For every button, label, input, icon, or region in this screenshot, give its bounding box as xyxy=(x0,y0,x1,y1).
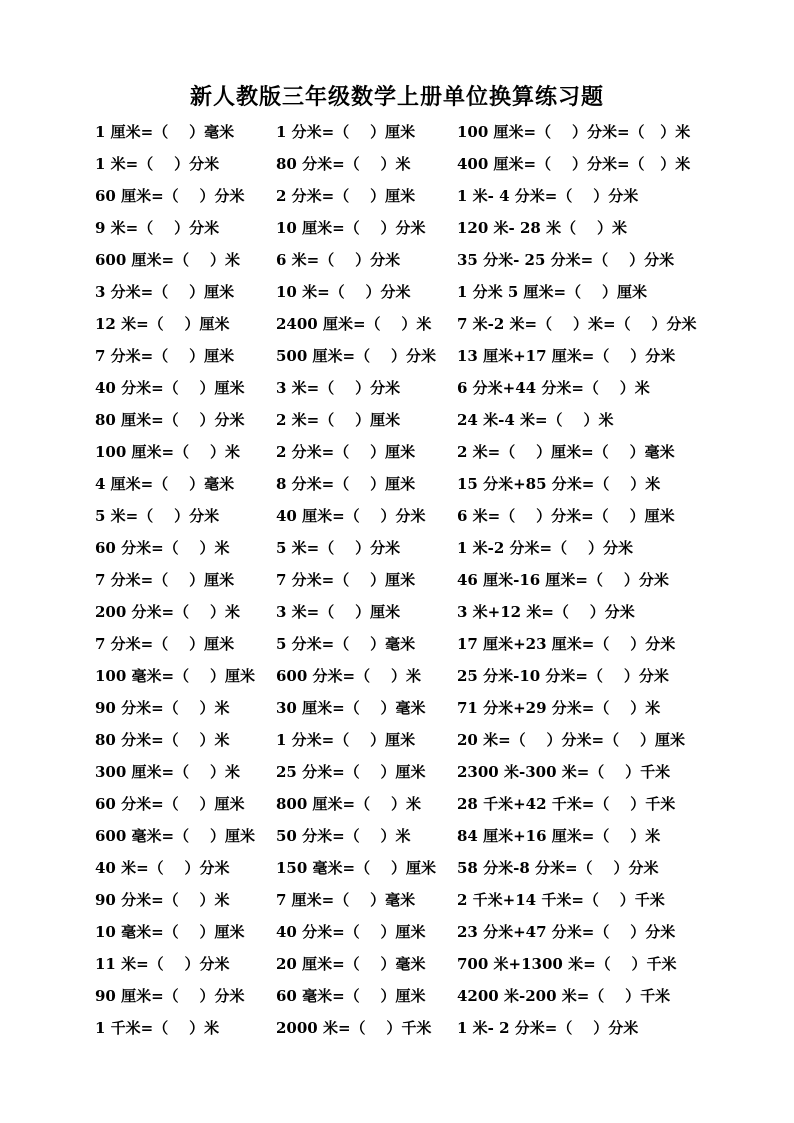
exercise-item: 2400 厘米=（ ）米 xyxy=(276,315,432,333)
exercise-item: 40 分米=（ ）厘米 xyxy=(95,379,245,397)
exercise-row xyxy=(0,820,794,852)
exercise-item: 30 厘米=（ ）毫米 xyxy=(276,699,426,717)
exercise-item: 1 米-2 分米=（ ）分米 xyxy=(457,539,634,557)
exercise-row xyxy=(0,308,794,340)
exercise-item: 84 厘米+16 厘米=（ ）米 xyxy=(457,827,661,845)
exercise-row xyxy=(0,212,794,244)
exercise-item: 1 分米=（ ）厘米 xyxy=(276,731,416,749)
exercise-item: 13 厘米+17 厘米=（ ）分米 xyxy=(457,347,676,365)
exercise-item: 90 分米=（ ）米 xyxy=(95,891,230,909)
exercise-item: 400 厘米=（ ）分米=（ ）米 xyxy=(457,155,691,173)
exercise-item: 40 米=（ ）分米 xyxy=(95,859,230,877)
exercise-item: 58 分米-8 分米=（ ）分米 xyxy=(457,859,659,877)
exercise-row xyxy=(0,660,794,692)
exercise-item: 10 米=（ ）分米 xyxy=(276,283,411,301)
exercise-item: 90 分米=（ ）米 xyxy=(95,699,230,717)
exercise-item: 4 厘米=（ ）毫米 xyxy=(95,475,235,493)
exercise-item: 150 毫米=（ ）厘米 xyxy=(276,859,436,877)
exercise-item: 35 分米- 25 分米=（ ）分米 xyxy=(457,251,675,269)
exercise-item: 50 分米=（ ）米 xyxy=(276,827,411,845)
exercise-item: 12 米=（ ）厘米 xyxy=(95,315,230,333)
exercise-item: 2 分米=（ ）厘米 xyxy=(276,187,416,205)
exercise-item: 60 厘米=（ ）分米 xyxy=(95,187,245,205)
exercise-item: 2300 米-300 米=（ ）千米 xyxy=(457,763,671,781)
exercise-row xyxy=(0,116,794,148)
exercise-item: 1 分米=（ ）厘米 xyxy=(276,123,416,141)
exercise-item: 5 米=（ ）分米 xyxy=(95,507,220,525)
exercise-row xyxy=(0,532,794,564)
exercise-row xyxy=(0,276,794,308)
exercise-row xyxy=(0,596,794,628)
exercise-item: 60 分米=（ ）厘米 xyxy=(95,795,245,813)
exercise-item: 1 米- 4 分米=（ ）分米 xyxy=(457,187,639,205)
exercise-item: 1 厘米=（ ）毫米 xyxy=(95,123,235,141)
exercise-item: 7 米-2 米=（ ）米=（ ）分米 xyxy=(457,315,697,333)
exercise-item: 71 分米+29 分米=（ ）米 xyxy=(457,699,661,717)
page-title: 新人教版三年级数学上册单位换算练习题 xyxy=(189,84,604,110)
exercise-item: 20 米=（ ）分米=（ ）厘米 xyxy=(457,731,686,749)
exercise-item: 4200 米-200 米=（ ）千米 xyxy=(457,987,671,1005)
exercise-item: 1 米=（ ）分米 xyxy=(95,155,220,173)
exercise-row xyxy=(0,564,794,596)
exercise-row xyxy=(0,916,794,948)
exercise-item: 5 分米=（ ）毫米 xyxy=(276,635,416,653)
exercise-item: 800 厘米=（ ）米 xyxy=(276,795,421,813)
exercise-item: 2 分米=（ ）厘米 xyxy=(276,443,416,461)
exercise-item: 28 千米+42 千米=（ ）千米 xyxy=(457,795,676,813)
exercise-item: 2 米=（ ）厘米=（ ）毫米 xyxy=(457,443,675,461)
exercise-item: 10 厘米=（ ）分米 xyxy=(276,219,426,237)
exercise-row xyxy=(0,500,794,532)
exercise-item: 80 厘米=（ ）分米 xyxy=(95,411,245,429)
exercise-item: 3 分米=（ ）厘米 xyxy=(95,283,235,301)
exercise-row xyxy=(0,852,794,884)
exercise-row xyxy=(0,148,794,180)
exercise-row xyxy=(0,468,794,500)
exercise-item: 5 米=（ ）分米 xyxy=(276,539,401,557)
exercise-item: 600 厘米=（ ）米 xyxy=(95,251,240,269)
exercise-grid xyxy=(0,116,794,1044)
exercise-item: 2 千米+14 千米=（ ）千米 xyxy=(457,891,665,909)
exercise-item: 100 厘米=（ ）米 xyxy=(95,443,240,461)
exercise-item: 1 分米 5 厘米=（ ）厘米 xyxy=(457,283,647,301)
exercise-row xyxy=(0,724,794,756)
exercise-item: 100 毫米=（ ）厘米 xyxy=(95,667,255,685)
exercise-item: 600 毫米=（ ）厘米 xyxy=(95,827,255,845)
exercise-row xyxy=(0,244,794,276)
exercise-item: 7 厘米=（ ）毫米 xyxy=(276,891,416,909)
exercise-row xyxy=(0,788,794,820)
exercise-item: 90 厘米=（ ）分米 xyxy=(95,987,245,1005)
exercise-item: 1 米- 2 分米=（ ）分米 xyxy=(457,1019,639,1037)
exercise-item: 46 厘米-16 厘米=（ ）分米 xyxy=(457,571,669,589)
exercise-item: 3 米+12 米=（ ）分米 xyxy=(457,603,635,621)
exercise-row xyxy=(0,340,794,372)
exercise-row xyxy=(0,404,794,436)
exercise-item: 80 分米=（ ）米 xyxy=(95,731,230,749)
exercise-row xyxy=(0,884,794,916)
exercise-item: 60 分米=（ ）米 xyxy=(95,539,230,557)
exercise-item: 10 毫米=（ ）厘米 xyxy=(95,923,245,941)
exercise-row xyxy=(0,948,794,980)
exercise-item: 6 分米+44 分米=（ ）米 xyxy=(457,379,650,397)
exercise-item: 120 米- 28 米（ ）米 xyxy=(457,219,627,237)
exercise-item: 23 分米+47 分米=（ ）分米 xyxy=(457,923,676,941)
exercise-item: 25 分米=（ ）厘米 xyxy=(276,763,426,781)
exercise-item: 1 千米=（ ）米 xyxy=(95,1019,220,1037)
exercise-item: 300 厘米=（ ）米 xyxy=(95,763,240,781)
exercise-row xyxy=(0,436,794,468)
exercise-item: 40 分米=（ ）厘米 xyxy=(276,923,426,941)
exercise-item: 60 毫米=（ ）厘米 xyxy=(276,987,426,1005)
exercise-row xyxy=(0,372,794,404)
exercise-item: 200 分米=（ ）米 xyxy=(95,603,240,621)
exercise-item: 80 分米=（ ）米 xyxy=(276,155,411,173)
exercise-row xyxy=(0,756,794,788)
exercise-item: 11 米=（ ）分米 xyxy=(95,955,230,973)
exercise-row xyxy=(0,628,794,660)
exercise-item: 6 米=（ ）分米=（ ）厘米 xyxy=(457,507,675,525)
exercise-item: 15 分米+85 分米=（ ）米 xyxy=(457,475,661,493)
exercise-item: 7 分米=（ ）厘米 xyxy=(95,571,235,589)
exercise-item: 25 分米-10 分米=（ ）分米 xyxy=(457,667,669,685)
exercise-item: 6 米=（ ）分米 xyxy=(276,251,401,269)
exercise-item: 700 米+1300 米=（ ）千米 xyxy=(457,955,677,973)
exercise-item: 9 米=（ ）分米 xyxy=(95,219,220,237)
exercise-row xyxy=(0,1012,794,1044)
exercise-item: 3 米=（ ）厘米 xyxy=(276,603,401,621)
exercise-item: 3 米=（ ）分米 xyxy=(276,379,401,397)
exercise-row xyxy=(0,980,794,1012)
exercise-item: 600 分米=（ ）米 xyxy=(276,667,421,685)
exercise-row xyxy=(0,692,794,724)
exercise-item: 7 分米=（ ）厘米 xyxy=(95,347,235,365)
exercise-item: 7 分米=（ ）厘米 xyxy=(95,635,235,653)
exercise-item: 40 厘米=（ ）分米 xyxy=(276,507,426,525)
exercise-item: 20 厘米=（ ）毫米 xyxy=(276,955,426,973)
exercise-item: 17 厘米+23 厘米=（ ）分米 xyxy=(457,635,676,653)
exercise-item: 2000 米=（ ）千米 xyxy=(276,1019,432,1037)
exercise-item: 8 分米=（ ）厘米 xyxy=(276,475,416,493)
exercise-item: 100 厘米=（ ）分米=（ ）米 xyxy=(457,123,691,141)
exercise-item: 7 分米=（ ）厘米 xyxy=(276,571,416,589)
exercise-item: 24 米-4 米=（ ）米 xyxy=(457,411,614,429)
exercise-row xyxy=(0,180,794,212)
exercise-item: 2 米=（ ）厘米 xyxy=(276,411,401,429)
exercise-item: 500 厘米=（ ）分米 xyxy=(276,347,436,365)
